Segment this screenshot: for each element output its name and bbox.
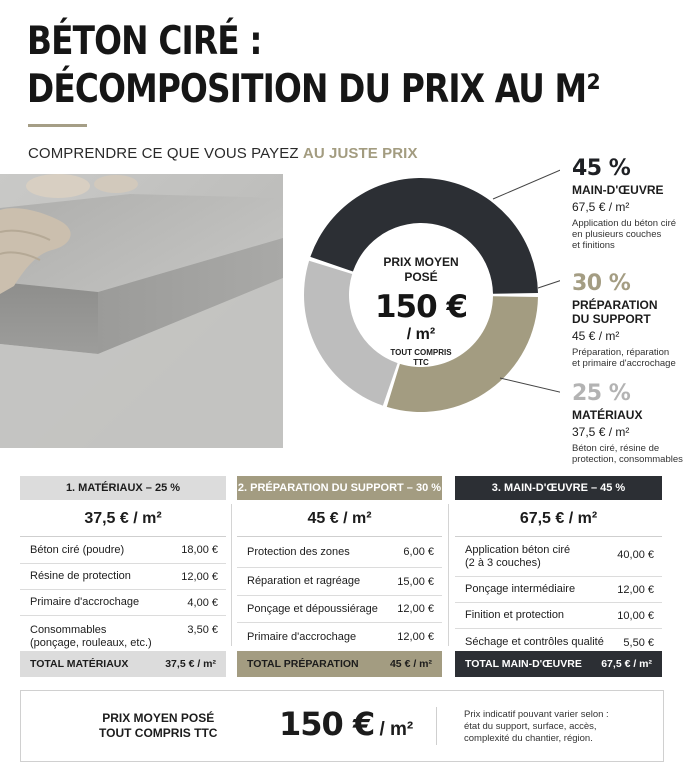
legend-prep-value: 45 € / m² (572, 329, 620, 343)
preparation-footer-value: 45 € / m² (389, 658, 432, 670)
column-divider (231, 504, 232, 646)
center-unit: / m² (406, 326, 436, 343)
materials-footer (20, 651, 226, 677)
center-line-2: POSÉ (404, 270, 438, 284)
subtitle-accent: AU JUSTE PRIX (302, 145, 418, 162)
legend-prep-pct: 30 % (572, 271, 631, 296)
summary-note: Prix indicatif pouvant varier selon : état du support, surface, accès, complexité du chantier, région. (464, 709, 609, 744)
labor-footer (455, 651, 662, 677)
table-row: Primaire d'accrochage 4,00 € (20, 590, 226, 616)
legend-materials (572, 382, 700, 465)
title-underline (28, 124, 87, 127)
labor-total: 67,5 € / m² (455, 500, 662, 537)
materials-footer-label: TOTAL MATÉRIAUX (30, 658, 129, 670)
table-row: Primaire d'accrochage 12,00 € (247, 630, 434, 643)
legend-materials-desc: Béton ciré, résine de protection, consommables (572, 443, 683, 465)
table-row: Résine de protection 12,00 € (20, 564, 226, 590)
leader-line-prep (538, 278, 560, 288)
legend-labor-desc: Application du béton ciré en plusieurs couches et finitions (572, 218, 677, 251)
center-price: 150 € (374, 289, 468, 325)
preparation-footer (237, 651, 442, 677)
column-divider (448, 504, 449, 646)
table-row: Ponçage et dépoussiérage 12,00 € (237, 596, 442, 623)
legend-materials-pct: 25 % (572, 381, 631, 406)
legend-prep (572, 272, 700, 369)
legend-materials-value: 37,5 € / m² (572, 425, 630, 439)
concrete-slab-photo (0, 174, 283, 448)
materials-total: 37,5 € / m² (20, 500, 226, 537)
page-title (27, 18, 600, 114)
legend-prep-name: PRÉPARATION DU SUPPORT (572, 298, 658, 326)
legend-labor (572, 157, 700, 251)
table-row: Application béton ciré (2 à 3 couches) 40,00 € (455, 537, 662, 577)
price-donut-chart (290, 160, 560, 430)
price-summary-box (20, 690, 664, 762)
leader-line-materials (500, 378, 560, 394)
title-line-1: BÉTON CIRÉ : (27, 19, 262, 64)
preparation-total: 45 € / m² (237, 500, 442, 537)
center-note-2: TTC (413, 358, 429, 367)
materials-footer-value: 37,5 € / m² (165, 658, 216, 670)
legend-prep-desc: Préparation, réparation et primaire d'accrochage (572, 347, 676, 369)
table-row: Protection des zones 6,00 € (237, 537, 442, 568)
table-row: Consommables (ponçage, rouleaux, etc.) 3,50 € (30, 624, 218, 649)
labor-footer-value: 67,5 € / m² (601, 658, 652, 670)
legend-materials-name: MATÉRIAUX (572, 408, 643, 422)
legend-labor-pct: 45 % (572, 156, 631, 181)
labor-footer-label: TOTAL MAIN-D'ŒUVRE (465, 658, 582, 670)
table-row: Béton ciré (poudre) 18,00 € (20, 537, 226, 564)
preparation-column (237, 476, 442, 651)
title-line-2: DÉCOMPOSITION DU PRIX AU M² (27, 67, 600, 112)
preparation-footer-label: TOTAL PRÉPARATION (247, 658, 359, 670)
table-row: Réparation et ragréage 15,00 € (237, 568, 442, 596)
legend-labor-name: MAIN-D'ŒUVRE (572, 183, 664, 197)
legend-labor-value: 67,5 € / m² (572, 200, 630, 214)
materials-column (20, 476, 226, 656)
subtitle-main: COMPRENDRE CE QUE VOUS PAYEZ (28, 145, 303, 162)
leader-line-labor (493, 168, 560, 199)
table-row: Ponçage intermédiaire 12,00 € (455, 577, 662, 603)
labor-header: 3. MAIN-D'ŒUVRE – 45 % (455, 476, 662, 500)
center-note-1: TOUT COMPRIS (390, 348, 452, 357)
materials-header: 1. MATÉRIAUX – 25 % (20, 476, 226, 500)
summary-label: PRIX MOYEN POSÉ TOUT COMPRIS TTC (99, 711, 218, 740)
labor-column (455, 476, 662, 656)
preparation-header: 2. PRÉPARATION DU SUPPORT – 30 % (237, 476, 442, 500)
table-row: Finition et protection 10,00 € (455, 603, 662, 629)
summary-price: 150 € / m² (279, 705, 414, 743)
table-row: Séchage et contrôles qualité 5,50 € (465, 636, 654, 649)
center-line-1: PRIX MOYEN (383, 255, 459, 269)
summary-divider (436, 707, 437, 745)
